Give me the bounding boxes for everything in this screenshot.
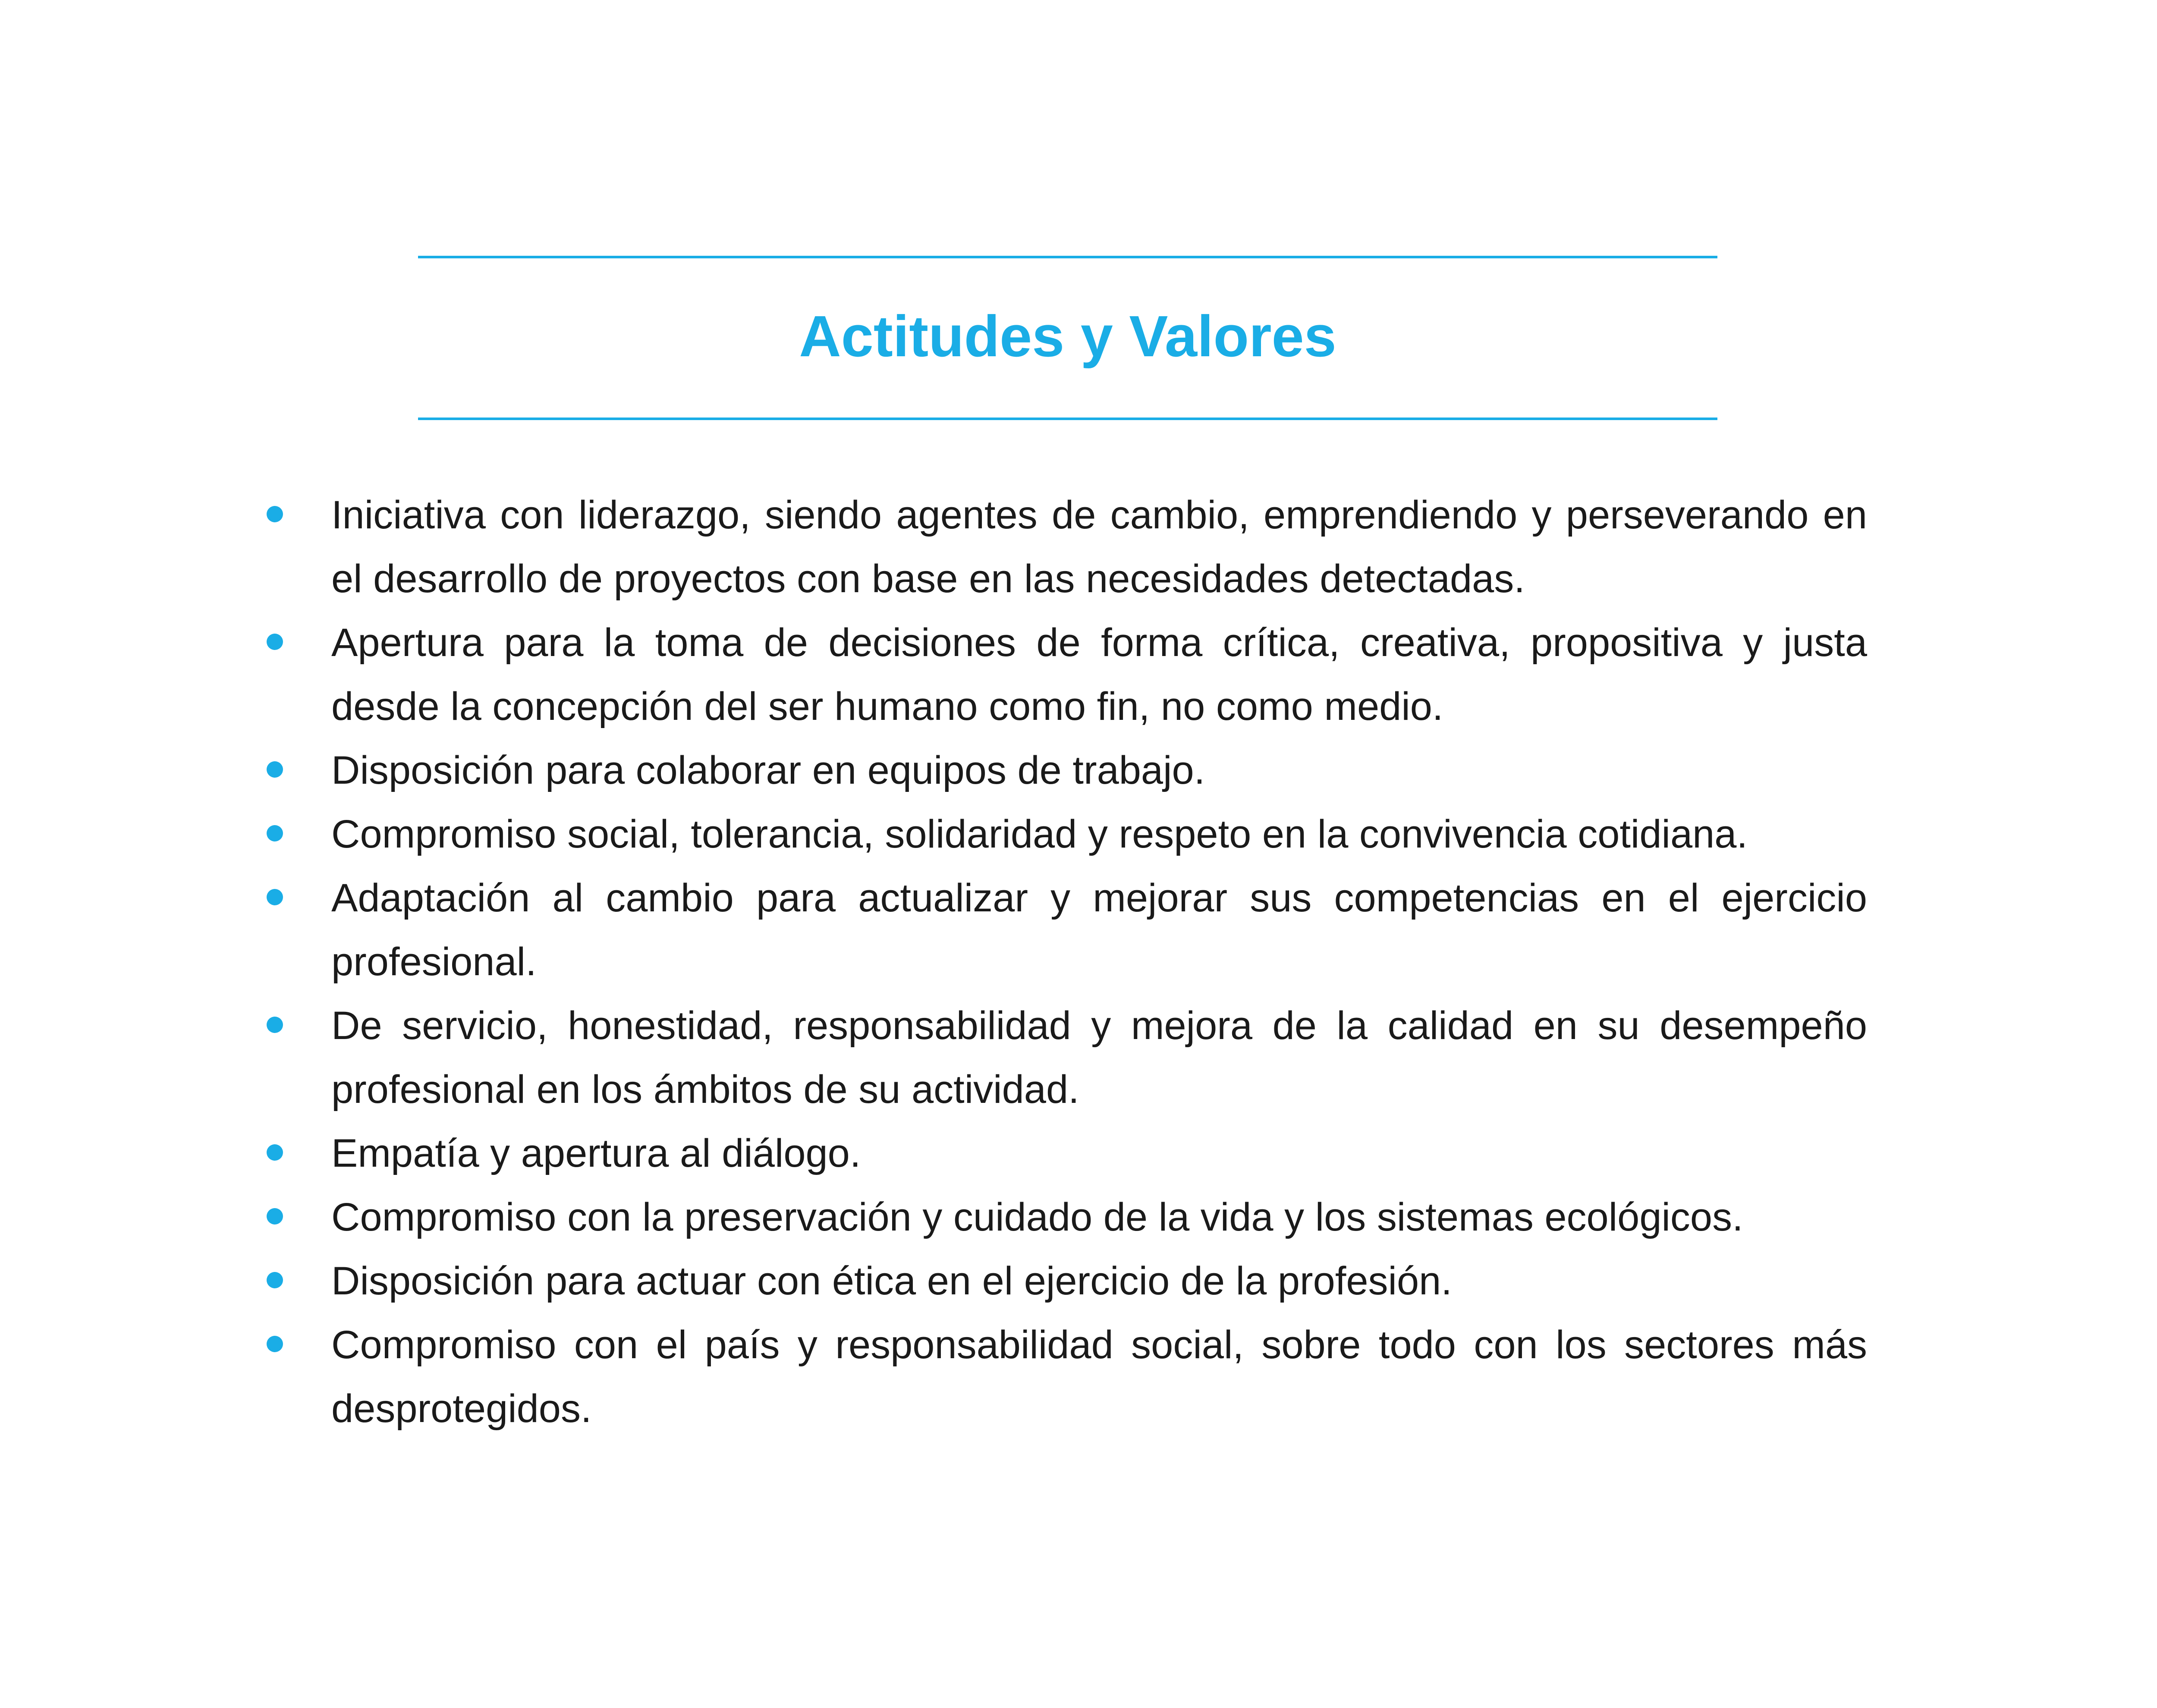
list-item-text: Disposición para actuar con ética en el ejercicio de la profesión. (331, 1259, 1452, 1303)
bullet-icon (267, 634, 283, 650)
list-item-text: Apertura para la toma de decisiones de forma crítica, creativa, propositiva y justa desde la concepción del ser humano como fin, no como medio. (331, 621, 1867, 728)
list-item-text: Disposición para colaborar en equipos de trabajo. (331, 748, 1205, 792)
list-item-text: Compromiso social, tolerancia, solidaridad y respeto en la convivencia cotidiana. (331, 812, 1748, 856)
list-item-text: Empatía y apertura al diálogo. (331, 1131, 861, 1175)
list-item (267, 738, 1867, 802)
bullet-icon (267, 1144, 283, 1161)
list-item (267, 1249, 1867, 1313)
bullet-icon (267, 506, 283, 522)
list-item-text: Compromiso con la preservación y cuidado de la vida y los sistemas ecológicos. (331, 1195, 1743, 1239)
bullet-icon (267, 761, 283, 778)
bullet-icon (267, 1017, 283, 1033)
values-list (267, 483, 1867, 1441)
bullet-icon (267, 1208, 283, 1224)
list-item-text: Iniciativa con liderazgo, siendo agentes de cambio, emprendiendo y perseverando en el desarrollo de proyectos con base en las necesidades detectadas. (331, 493, 1867, 601)
bullet-icon (267, 825, 283, 841)
bullet-icon (267, 1336, 283, 1352)
title-top-rule (418, 256, 1717, 258)
bullet-icon (267, 889, 283, 905)
list-item-text: De servicio, honestidad, responsabilidad y mejora de la calidad en su desempeño profesional en los ámbitos de su actividad. (331, 1004, 1867, 1111)
list-item (267, 1313, 1867, 1441)
list-item (267, 1121, 1867, 1185)
list-item-text: Compromiso con el país y responsabilidad social, sobre todo con los sectores más desprotegidos. (331, 1323, 1867, 1431)
list-item (267, 611, 1867, 738)
title-bottom-rule (418, 418, 1717, 420)
page-title: Actitudes y Valores (799, 304, 1336, 369)
bullet-icon (267, 1272, 283, 1288)
list-item (267, 1185, 1867, 1249)
list-item (267, 802, 1867, 866)
list-item (267, 483, 1867, 611)
list-item (267, 994, 1867, 1121)
list-item (267, 866, 1867, 994)
list-item-text: Adaptación al cambio para actualizar y mejorar sus competencias en el ejercicio profesional. (331, 876, 1867, 984)
